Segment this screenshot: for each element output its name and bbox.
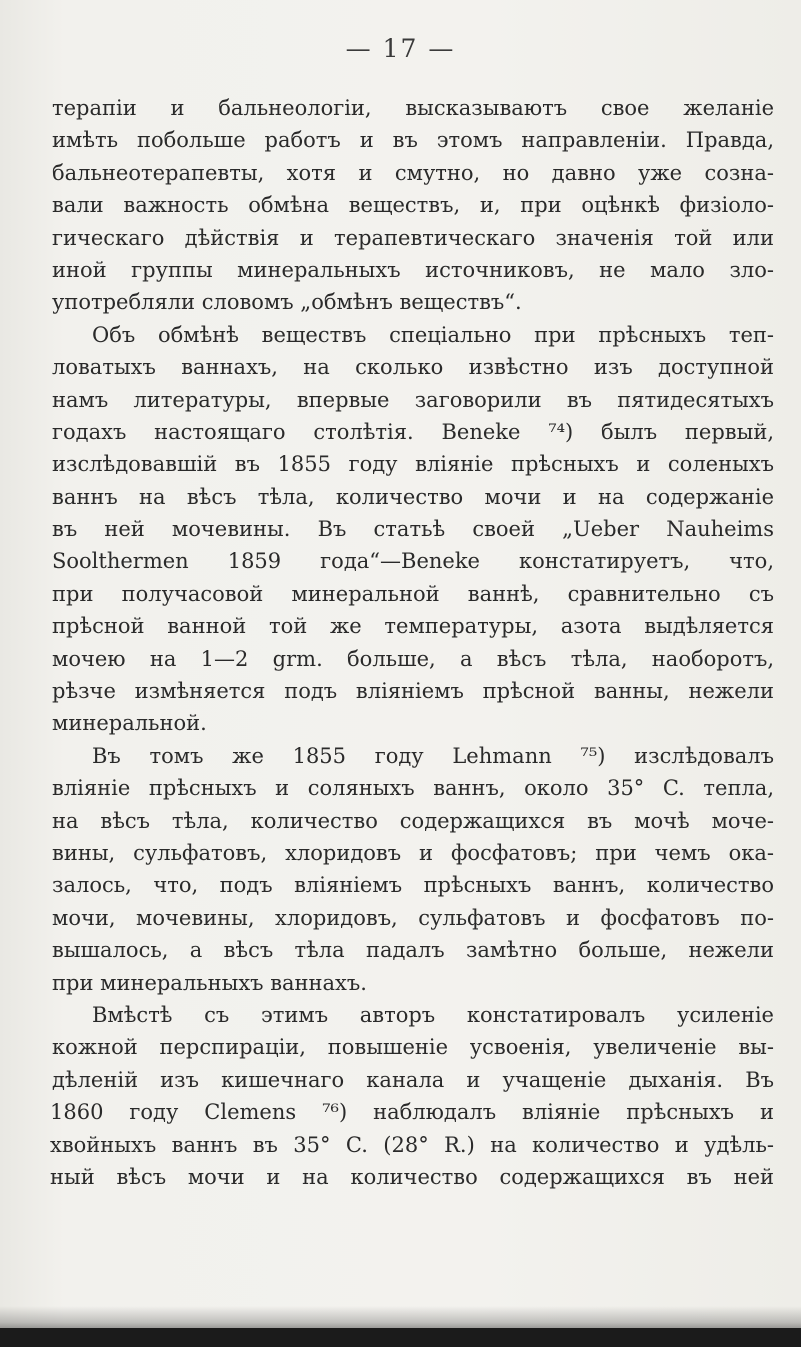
scan-edge-strip (0, 1328, 801, 1347)
text-line: Вмѣстѣ съ этимъ авторъ констатировалъ усиленіе (92, 1002, 774, 1027)
text-line: гическаго дѣйствія и терапевтическаго значенія той или (52, 225, 774, 250)
text-line: ловатыхъ ваннахъ, на сколько извѣстно изъ доступной (52, 355, 774, 380)
text-line: мочею на 1—2 grm. больше, а вѣсъ тѣла, наоборотъ, (52, 646, 774, 671)
page-number: — 17 — (345, 34, 456, 63)
text-line: годахъ настоящаго столѣтія. Beneke ⁷⁴) былъ первый, (52, 419, 774, 444)
text-line: Объ обмѣнѣ веществъ спеціально при прѣсныхъ теп- (92, 322, 774, 347)
text-line: терапіи и бальнеологіи, высказываютъ свое желаніе (52, 96, 774, 120)
text-line: изслѣдовавшій въ 1855 году вліяніе прѣсныхъ и соленыхъ (52, 452, 774, 477)
text-line: мочи, мочевины, хлоридовъ, сульфатовъ и фосфатовъ по- (52, 905, 774, 930)
text-line: ваннъ на вѣсъ тѣла, количество мочи и на содержаніе (52, 484, 774, 509)
text-line: хвойныхъ ваннъ въ 35° C. (28° R.) на количество и удѣль- (50, 1132, 774, 1157)
text-line: на вѣсъ тѣла, количество содержащихся въ мочѣ моче- (52, 808, 774, 833)
text-line: 1860 году Clemens ⁷⁶) наблюдалъ вліяніе прѣсныхъ и (50, 1100, 774, 1125)
text-line: при минеральныхъ ваннахъ. (52, 970, 367, 995)
text-line: залось, что, подъ вліяніемъ прѣсныхъ ваннъ, количество (52, 873, 774, 898)
text-line: рѣзче измѣняется подъ вліяніемъ прѣсной ванны, нежели (52, 679, 774, 704)
text-line: вышалось, а вѣсъ тѣла падалъ замѣтно больше, нежели (52, 938, 774, 963)
text-line: вали важность обмѣна веществъ, и, при оцѣнкѣ физіоло- (52, 193, 774, 218)
text-line: кожной перспираціи, повышеніе усвоенія, увеличеніе вы- (52, 1035, 774, 1060)
text-line: прѣсной ванной той же температуры, азота выдѣляется (52, 614, 774, 639)
text-line: употребляли словомъ „обмѣнъ веществъ“. (52, 290, 522, 315)
text-line: вины, сульфатовъ, хлоридовъ и фосфатовъ; при чемъ ока- (52, 840, 774, 865)
text-line: намъ литературы, впервые заговорили въ пятидесятыхъ (52, 387, 774, 412)
text-line: Въ томъ же 1855 году Lehmann ⁷⁵) изслѣдовалъ (92, 743, 774, 768)
text-line: бальнеотерапевты, хотя и смутно, но давно уже созна- (52, 160, 774, 185)
text-line: иной группы минеральныхъ источниковъ, не мало зло- (52, 257, 774, 282)
text-line: при получасовой минеральной ваннѣ, сравнительно съ (52, 581, 774, 606)
text-line: дѣленій изъ кишечнаго канала и учащеніе дыханія. Въ (52, 1067, 774, 1092)
text-line: минеральной. (52, 711, 207, 736)
text-line: ный вѣсъ мочи и на количество содержащихся въ ней (50, 1164, 774, 1189)
text-line: имѣть побольше работъ и въ этомъ направленіи. Правда, (52, 128, 774, 153)
text-line: Soolthermen 1859 года“—Beneke констатируетъ, что, (52, 549, 774, 574)
text-line: вліяніе прѣсныхъ и соляныхъ ваннъ, около 35° C. тепла, (52, 776, 774, 801)
body-text (52, 92, 774, 1193)
text-line: въ ней мочевины. Въ статьѣ своей „Ueber Nauheims (52, 517, 774, 542)
